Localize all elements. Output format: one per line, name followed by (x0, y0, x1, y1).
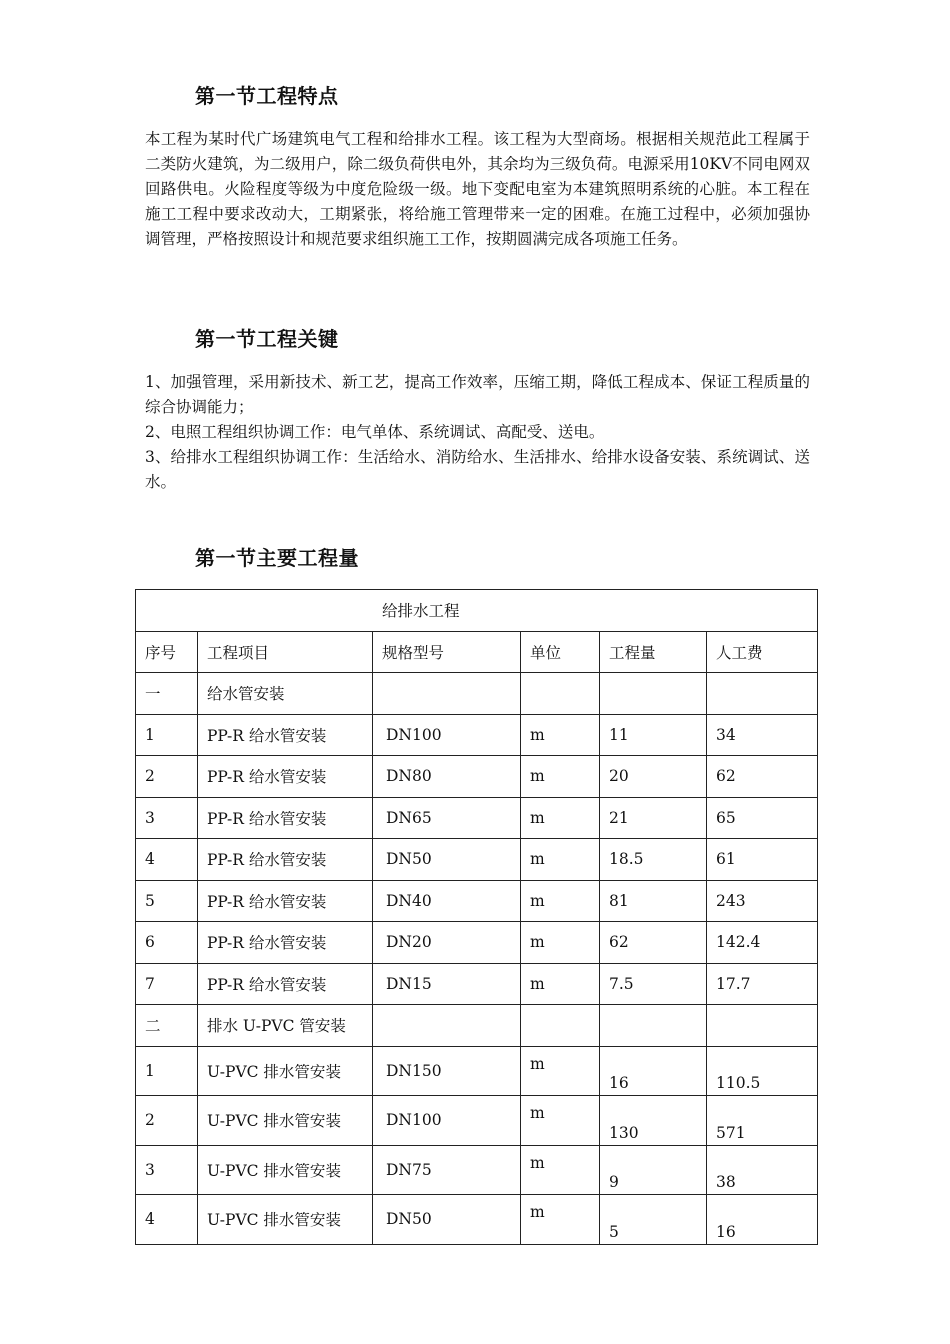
section-heading-features: 第一节工程特点 (195, 84, 339, 108)
column-header: 工程项目 (198, 631, 373, 673)
cell-index: 5 (136, 880, 198, 922)
cell-quantity: 20 (600, 756, 707, 798)
cell-labor-cost: 243 (707, 880, 818, 922)
cell-labor-cost: 571 (707, 1096, 818, 1146)
cell-unit: m (521, 1195, 600, 1245)
cell-quantity: 81 (600, 880, 707, 922)
cell-unit: m (521, 1096, 600, 1146)
cell-item: U-PVC 排水管安装 (198, 1195, 373, 1245)
cell-labor-cost (707, 673, 818, 715)
cell-item: PP-R 给水管安装 (198, 963, 373, 1005)
table-row (136, 1195, 818, 1245)
table-row (136, 880, 818, 922)
table-row (136, 1005, 818, 1047)
cell-item: PP-R 给水管安装 (198, 756, 373, 798)
table-row (136, 839, 818, 881)
cell-item: PP-R 给水管安装 (198, 839, 373, 881)
table-row (136, 756, 818, 798)
column-header: 序号 (136, 631, 198, 673)
cell-index: 2 (136, 1096, 198, 1146)
cell-item: U-PVC 排水管安装 (198, 1145, 373, 1195)
table-row (136, 922, 818, 964)
section-heading-quantities: 第一节主要工程量 (195, 546, 359, 570)
cell-labor-cost: 142.4 (707, 922, 818, 964)
table-header-row (136, 631, 818, 673)
cell-labor-cost: 16 (707, 1195, 818, 1245)
cell-labor-cost: 65 (707, 797, 818, 839)
cell-unit: m (521, 756, 600, 798)
list-item: 2、电照工程组织协调工作：电气单体、系统调试、高配受、送电。 (145, 423, 605, 441)
list-item: 3、给排水工程组织协调工作：生活给水、消防给水、生活排水、给排水设备安装、系统调试、送水。 (145, 448, 810, 491)
table-row (136, 1096, 818, 1146)
cell-unit: m (521, 839, 600, 881)
section-body-features (145, 127, 810, 252)
cell-labor-cost: 110.5 (707, 1046, 818, 1096)
cell-labor-cost: 61 (707, 839, 818, 881)
cell-quantity: 11 (600, 714, 707, 756)
cell-unit: m (521, 714, 600, 756)
cell-quantity: 21 (600, 797, 707, 839)
cell-item: 排水 U-PVC 管安装 (198, 1005, 373, 1047)
cell-labor-cost (707, 1005, 818, 1047)
cell-index: 1 (136, 714, 198, 756)
cell-index: 一 (136, 673, 198, 715)
cell-spec: DN100 (373, 714, 521, 756)
table-row (136, 714, 818, 756)
cell-quantity: 7.5 (600, 963, 707, 1005)
cell-unit: m (521, 1145, 600, 1195)
cell-item: PP-R 给水管安装 (198, 797, 373, 839)
table-row (136, 797, 818, 839)
cell-spec: DN50 (373, 839, 521, 881)
cell-item: PP-R 给水管安装 (198, 714, 373, 756)
cell-index: 6 (136, 922, 198, 964)
table-row (136, 1046, 818, 1096)
cell-item: 给水管安装 (198, 673, 373, 715)
table-row (136, 673, 818, 715)
section-heading-key-points: 第一节工程关键 (195, 327, 339, 351)
column-header: 单位 (521, 631, 600, 673)
table-row (136, 963, 818, 1005)
paragraph: 本工程为某时代广场建筑电气工程和给排水工程。该工程为大型商场。根据相关规范此工程属于二类防火建筑，为二级用户，除二级负荷供电外，其余均为三级负荷。电源采用10KV不同电网双回路供电。火险程度等级为中度危险级一级。地下变配电室为本建筑照明系统的心脏。本工程在施工工程中要求改动大，工期紧张，将给施工管理带来一定的困难。在施工过程中，必须加强协调管理，严格按照设计和规范要求组织施工工作，按期圆满完成各项施工任务。 (145, 130, 810, 248)
cell-item: PP-R 给水管安装 (198, 880, 373, 922)
cell-spec: DN75 (373, 1145, 521, 1195)
cell-spec (373, 1005, 521, 1047)
cell-unit: m (521, 880, 600, 922)
cell-labor-cost: 34 (707, 714, 818, 756)
cell-unit: m (521, 922, 600, 964)
cell-index: 3 (136, 797, 198, 839)
section-body-key-points (145, 370, 810, 495)
cell-quantity: 16 (600, 1046, 707, 1096)
cell-spec: DN20 (373, 922, 521, 964)
cell-index: 1 (136, 1046, 198, 1096)
cell-spec: DN15 (373, 963, 521, 1005)
cell-quantity: 5 (600, 1195, 707, 1245)
table-row (136, 1145, 818, 1195)
cell-index: 3 (136, 1145, 198, 1195)
cell-index: 4 (136, 1195, 198, 1245)
column-header: 人工费 (707, 631, 818, 673)
cell-item: PP-R 给水管安装 (198, 922, 373, 964)
cell-unit: m (521, 797, 600, 839)
cell-unit: m (521, 963, 600, 1005)
cell-labor-cost: 62 (707, 756, 818, 798)
cell-index: 2 (136, 756, 198, 798)
cell-spec (373, 673, 521, 715)
cell-spec: DN100 (373, 1096, 521, 1146)
cell-spec: DN40 (373, 880, 521, 922)
cell-quantity: 62 (600, 922, 707, 964)
cell-spec: DN50 (373, 1195, 521, 1245)
table-title: 给排水工程 (136, 590, 818, 632)
cell-index: 7 (136, 963, 198, 1005)
cell-quantity (600, 1005, 707, 1047)
cell-quantity: 9 (600, 1145, 707, 1195)
cell-labor-cost: 17.7 (707, 963, 818, 1005)
cell-unit (521, 673, 600, 715)
quantities-table (135, 589, 818, 1245)
cell-labor-cost: 38 (707, 1145, 818, 1195)
cell-quantity: 18.5 (600, 839, 707, 881)
cell-unit: m (521, 1046, 600, 1096)
cell-item: U-PVC 排水管安装 (198, 1046, 373, 1096)
cell-item: U-PVC 排水管安装 (198, 1096, 373, 1146)
column-header: 工程量 (600, 631, 707, 673)
cell-spec: DN150 (373, 1046, 521, 1096)
cell-spec: DN65 (373, 797, 521, 839)
cell-unit (521, 1005, 600, 1047)
column-header: 规格型号 (373, 631, 521, 673)
cell-quantity (600, 673, 707, 715)
cell-quantity: 130 (600, 1096, 707, 1146)
list-item: 1、加强管理，采用新技术、新工艺，提高工作效率，压缩工期，降低工程成本、保证工程质量的综合协调能力； (145, 373, 810, 416)
cell-index: 4 (136, 839, 198, 881)
cell-index: 二 (136, 1005, 198, 1047)
cell-spec: DN80 (373, 756, 521, 798)
table-title-row (136, 590, 818, 632)
